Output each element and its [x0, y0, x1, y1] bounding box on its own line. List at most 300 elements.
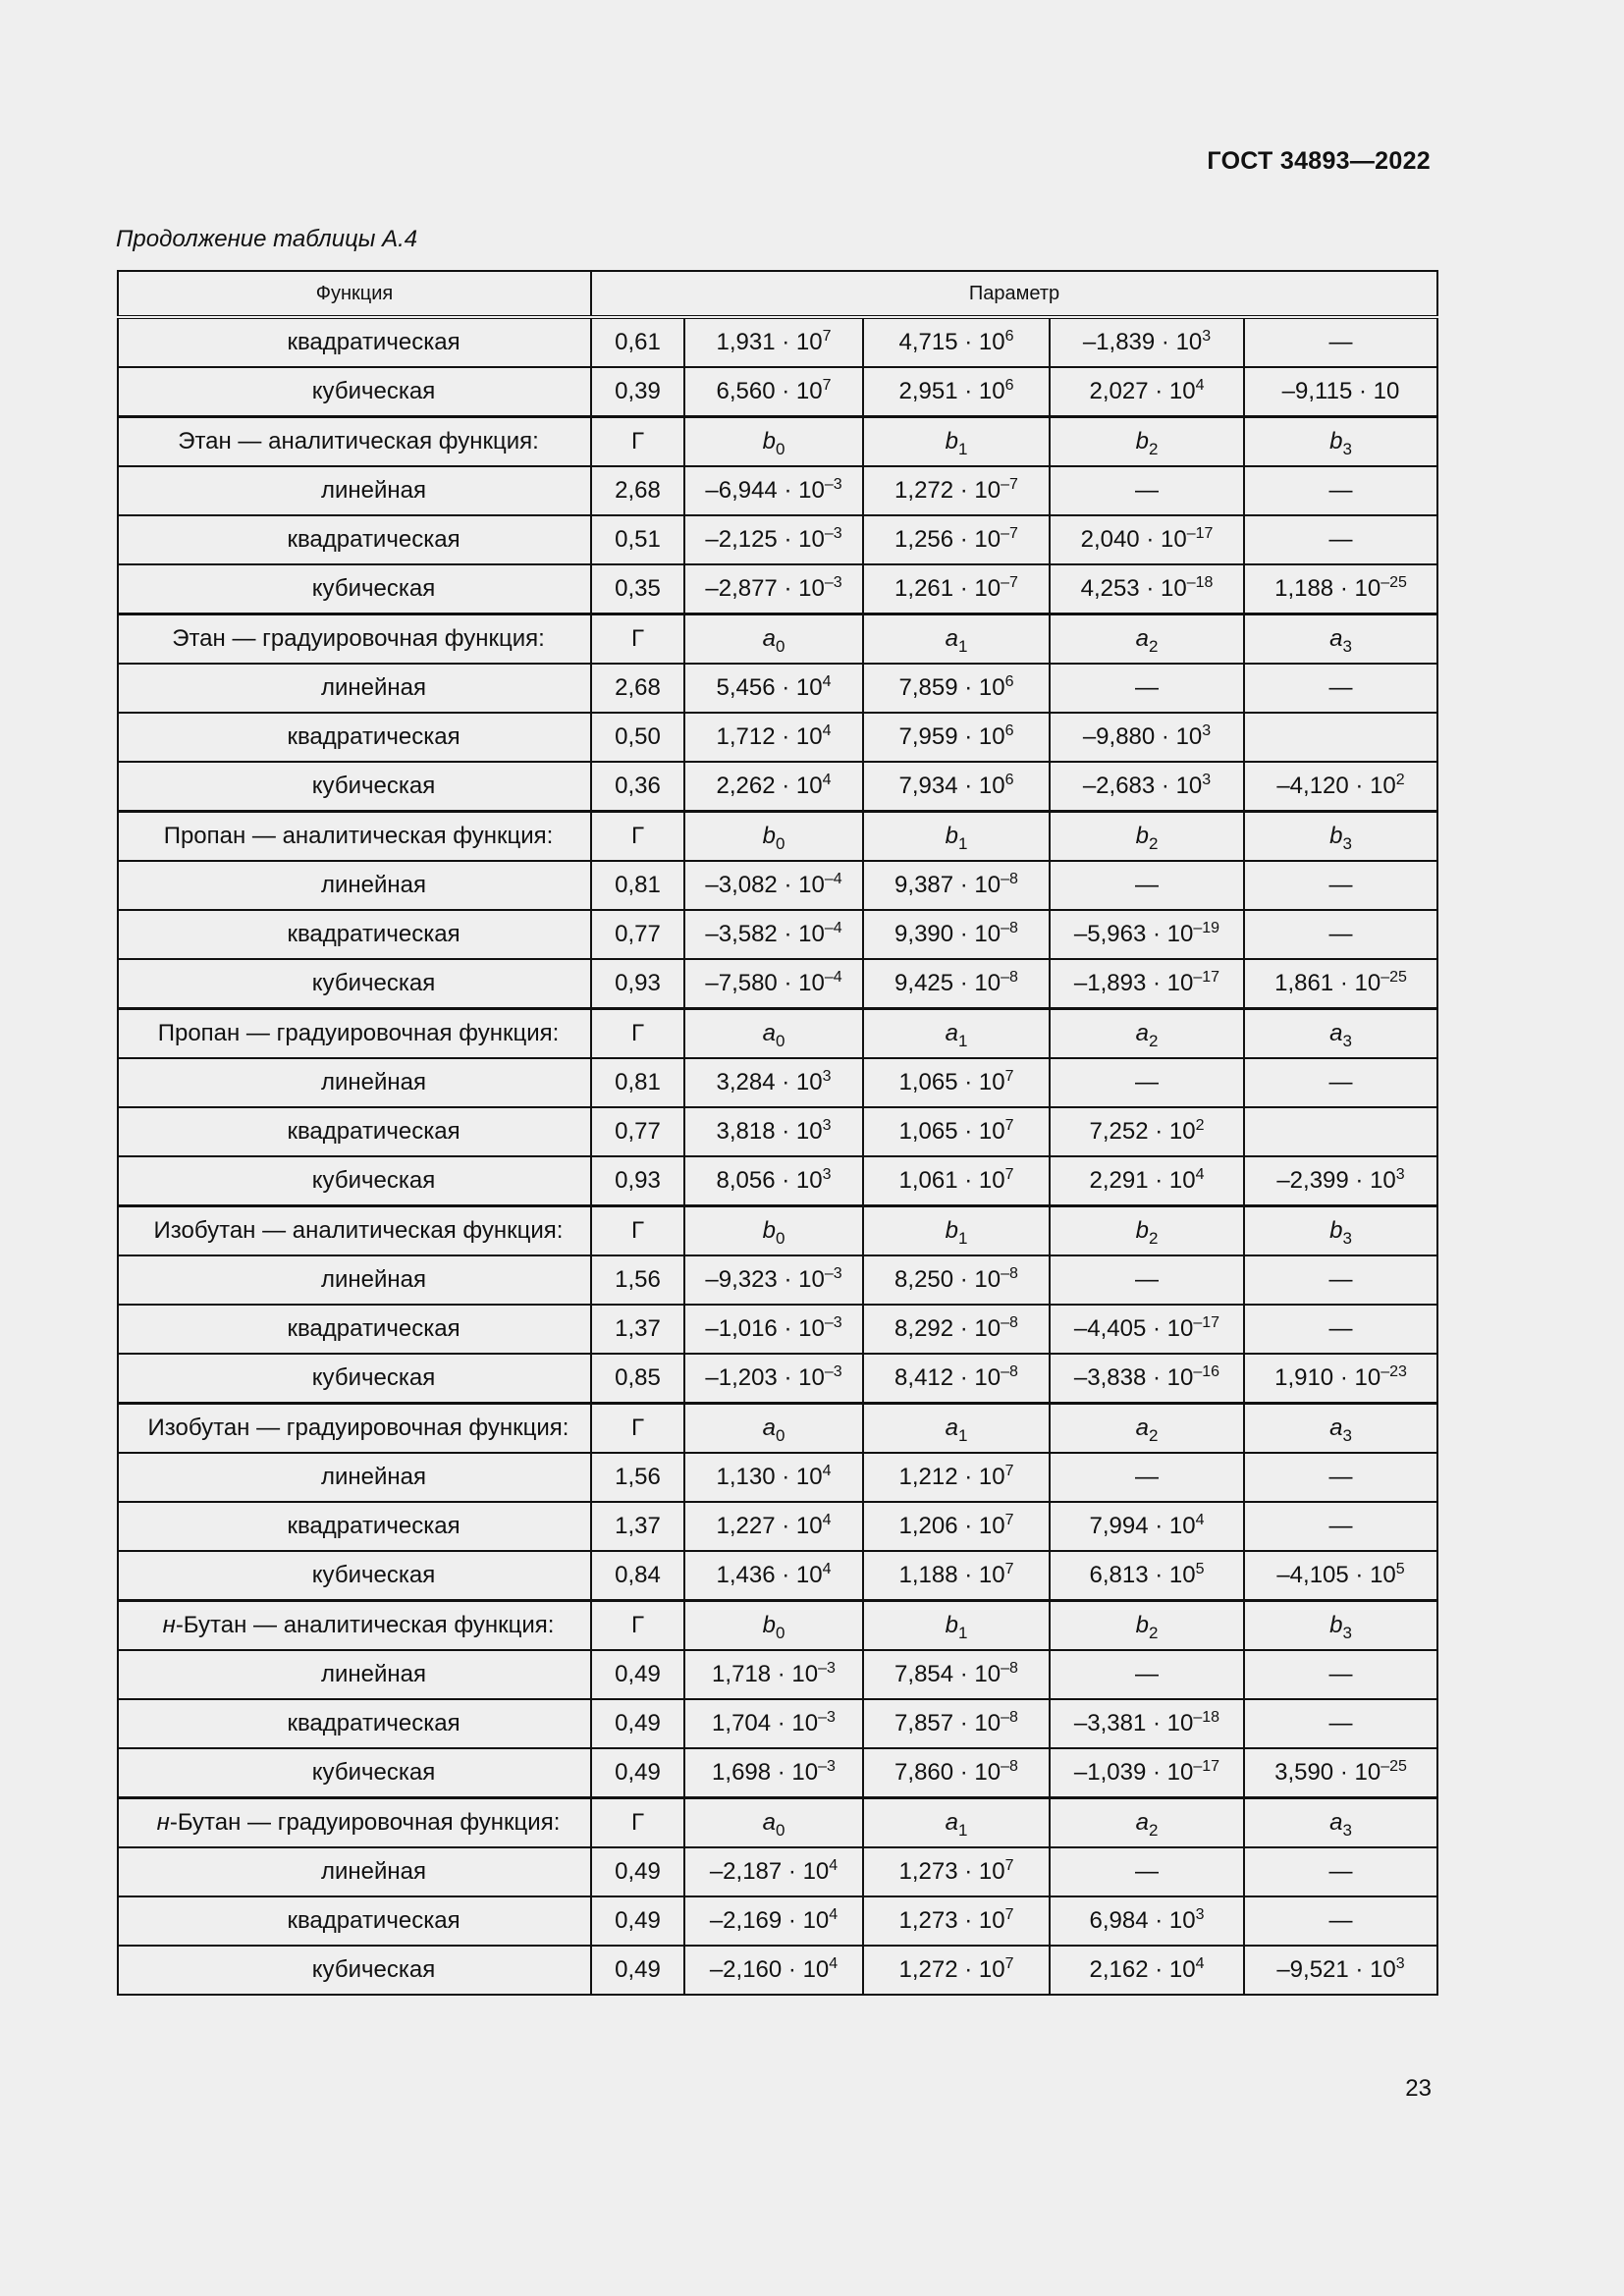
mantissa: 7,860 · 10 [894, 1759, 1001, 1786]
exponent: 7 [1004, 1068, 1014, 1085]
label-text: квадратическая [287, 921, 460, 947]
coefficient-value [1244, 910, 1437, 959]
coefficient-value [684, 367, 863, 417]
gamma-value: 0,84 [591, 1551, 684, 1601]
coefficient-value [1050, 1058, 1244, 1107]
coefficient-value [684, 1650, 863, 1699]
coefficient-value [863, 1058, 1050, 1107]
coefficient-value [1050, 564, 1244, 614]
exponent: 6 [1004, 673, 1014, 690]
coefficient-value [684, 466, 863, 515]
coefficient-symbol [1244, 1404, 1437, 1454]
coefficient-index: 2 [1148, 440, 1159, 458]
exponent: –8 [1001, 969, 1018, 986]
label-text: кубическая [311, 1956, 436, 1983]
table-body [118, 317, 1437, 1995]
coefficient-symbol [863, 1404, 1050, 1454]
mantissa: 4,715 · 10 [898, 329, 1005, 355]
gamma-value: 1,56 [591, 1255, 684, 1305]
mantissa: — [1135, 477, 1159, 504]
coefficient-value [1050, 1255, 1244, 1305]
parameters-table [117, 270, 1438, 1996]
coefficient-wrap [945, 1809, 968, 1840]
mantissa: 3,284 · 10 [716, 1069, 823, 1095]
coefficient-letter: a [1329, 625, 1343, 652]
mantissa: 1,931 · 10 [716, 329, 823, 355]
coefficient-letter: a [1135, 1809, 1149, 1836]
function-label [118, 1255, 591, 1305]
label-italic-prefix: н [162, 1612, 176, 1638]
coefficient-index: 3 [1342, 440, 1352, 458]
coefficient-index: 1 [957, 1624, 968, 1642]
coefficient-index: 2 [1148, 1426, 1159, 1445]
label-text: Этан — градуировочная функция: [172, 625, 545, 652]
coefficient-value [1244, 1699, 1437, 1748]
mantissa: 1,061 · 10 [898, 1167, 1005, 1194]
function-label [118, 910, 591, 959]
exponent: –3 [824, 476, 842, 493]
coefficient-value [1244, 1946, 1437, 1995]
gamma-value: 0,36 [591, 762, 684, 812]
label-text: квадратическая [287, 1907, 460, 1934]
coefficient-symbol [863, 812, 1050, 862]
coefficient-value [1050, 515, 1244, 564]
coefficient-value [863, 959, 1050, 1009]
coefficient-index: 3 [1342, 1032, 1352, 1050]
exponent: 7 [1004, 1906, 1014, 1923]
coefficient-value [863, 367, 1050, 417]
mantissa: 2,262 · 10 [716, 773, 823, 799]
mantissa: 6,984 · 10 [1089, 1907, 1196, 1934]
mantissa: 8,412 · 10 [894, 1364, 1001, 1391]
exponent: –17 [1193, 1758, 1220, 1775]
coefficient-wrap [1329, 1612, 1352, 1642]
mantissa: — [1328, 1513, 1353, 1539]
mantissa: 1,718 · 10 [712, 1661, 819, 1687]
coefficient-index: 0 [775, 1426, 785, 1445]
coefficient-value [1244, 664, 1437, 713]
label-text: кубическая [311, 970, 436, 996]
coefficient-wrap [762, 1612, 785, 1642]
mantissa: –9,521 · 10 [1276, 1956, 1396, 1983]
mantissa: 1,261 · 10 [894, 575, 1001, 602]
coefficient-value [684, 1255, 863, 1305]
coefficient-value [1050, 1305, 1244, 1354]
mantissa: –9,323 · 10 [705, 1266, 825, 1293]
mantissa: 4,253 · 10 [1080, 575, 1187, 602]
coefficient-value [863, 1699, 1050, 1748]
exponent: –4 [824, 969, 842, 986]
mantissa: 1,065 · 10 [898, 1118, 1005, 1145]
mantissa: 5,456 · 10 [716, 674, 823, 701]
group-header-row [118, 812, 1437, 862]
gamma-symbol: Г [591, 1404, 684, 1454]
exponent: 3 [822, 1068, 832, 1085]
exponent: 7 [1004, 1117, 1014, 1134]
gamma-value: 0,85 [591, 1354, 684, 1404]
label-text: линейная [320, 674, 426, 701]
mantissa: 2,040 · 10 [1080, 526, 1187, 553]
exponent: –3 [824, 1314, 842, 1331]
mantissa: 1,206 · 10 [898, 1513, 1005, 1539]
coefficient-value [863, 466, 1050, 515]
exponent: 4 [822, 722, 832, 739]
coefficient-wrap [1135, 428, 1159, 458]
function-label [118, 762, 591, 812]
mantissa: — [1328, 329, 1353, 355]
mantissa: 2,162 · 10 [1089, 1956, 1196, 1983]
exponent: –25 [1380, 1758, 1407, 1775]
label-text: линейная [320, 872, 426, 898]
coefficient-value [863, 1748, 1050, 1798]
mantissa: 1,212 · 10 [898, 1464, 1005, 1490]
coefficient-letter: a [1329, 1020, 1343, 1046]
coefficient-letter: b [1135, 428, 1149, 454]
coefficient-value [1050, 1156, 1244, 1206]
exponent: 4 [829, 1955, 839, 1972]
mantissa: — [1328, 872, 1353, 898]
gamma-value: 0,51 [591, 515, 684, 564]
coefficient-index: 3 [1342, 1229, 1352, 1248]
coefficient-value [684, 762, 863, 812]
coefficient-value [684, 1453, 863, 1502]
coefficient-value [684, 1551, 863, 1601]
function-label [118, 1699, 591, 1748]
coefficient-wrap [1329, 625, 1352, 656]
mantissa: –2,683 · 10 [1082, 773, 1203, 799]
exponent: –8 [1001, 1758, 1018, 1775]
mantissa: 8,292 · 10 [894, 1315, 1001, 1342]
coefficient-value [684, 515, 863, 564]
function-label [118, 1107, 591, 1156]
coefficient-letter: b [1329, 1612, 1343, 1638]
exponent: 4 [1195, 1512, 1205, 1528]
exponent: 4 [822, 772, 832, 788]
mantissa: –6,944 · 10 [705, 477, 825, 504]
gamma-symbol: Г [591, 1009, 684, 1059]
coefficient-value [684, 1896, 863, 1946]
mantissa: 1,256 · 10 [894, 526, 1001, 553]
group-header-row [118, 1206, 1437, 1256]
table-row [118, 664, 1437, 713]
coefficient-value [684, 1354, 863, 1404]
gamma-value: 1,37 [591, 1502, 684, 1551]
coefficient-value [863, 1896, 1050, 1946]
gamma-value: 0,39 [591, 367, 684, 417]
coefficient-symbol [684, 1206, 863, 1256]
coefficient-symbol [863, 1206, 1050, 1256]
exponent: 3 [1195, 1906, 1205, 1923]
exponent: 7 [822, 377, 832, 394]
coefficient-value [1244, 1058, 1437, 1107]
coefficient-wrap [945, 823, 968, 853]
function-label [118, 1058, 591, 1107]
exponent: 5 [1395, 1561, 1405, 1577]
mantissa: — [1328, 1266, 1353, 1293]
coefficient-symbol [684, 1404, 863, 1454]
coefficient-wrap [945, 1217, 968, 1248]
table-row [118, 1305, 1437, 1354]
mantissa: 7,859 · 10 [898, 674, 1005, 701]
label-text: Пропан — аналитическая функция: [163, 823, 554, 849]
function-label [118, 1551, 591, 1601]
coefficient-letter: a [762, 625, 776, 652]
exponent: –18 [1193, 1709, 1220, 1726]
coefficient-value [684, 317, 863, 367]
coefficient-value [684, 861, 863, 910]
coefficient-value [1244, 1847, 1437, 1896]
exponent: 3 [1395, 1955, 1405, 1972]
function-label [118, 1946, 591, 1995]
mantissa: 7,994 · 10 [1089, 1513, 1196, 1539]
coefficient-value [684, 664, 863, 713]
coefficient-value [1244, 1255, 1437, 1305]
mantissa: 1,227 · 10 [716, 1513, 823, 1539]
function-label [118, 1453, 591, 1502]
coefficient-symbol [684, 812, 863, 862]
mantissa: — [1328, 674, 1353, 701]
exponent: 6 [1004, 772, 1014, 788]
mantissa: –3,582 · 10 [705, 921, 825, 947]
mantissa: –1,016 · 10 [705, 1315, 825, 1342]
coefficient-letter: b [1135, 1612, 1149, 1638]
table-row [118, 1896, 1437, 1946]
coefficient-letter: b [945, 823, 958, 849]
coefficient-letter: b [1135, 1217, 1149, 1244]
coefficient-value [1244, 466, 1437, 515]
function-label [118, 1156, 591, 1206]
gamma-value: 1,37 [591, 1305, 684, 1354]
gamma-value: 0,49 [591, 1699, 684, 1748]
mantissa: — [1135, 872, 1159, 898]
coefficient-index: 3 [1342, 1426, 1352, 1445]
gamma-symbol: Г [591, 417, 684, 467]
exponent: 7 [1004, 1512, 1014, 1528]
mantissa: — [1328, 1315, 1353, 1342]
coefficient-value [863, 1354, 1050, 1404]
label-text: квадратическая [287, 1118, 460, 1145]
exponent: –8 [1001, 1660, 1018, 1677]
exponent: 3 [1202, 722, 1212, 739]
label-text: линейная [320, 1266, 426, 1293]
document-code: ГОСТ 34893—2022 [1207, 147, 1431, 175]
group-header-row [118, 614, 1437, 665]
coefficient-wrap [762, 1415, 785, 1445]
coefficient-wrap [1135, 823, 1159, 853]
mantissa: — [1135, 1661, 1159, 1687]
coefficient-index: 0 [775, 637, 785, 656]
table-row [118, 1354, 1437, 1404]
coefficient-wrap [1329, 428, 1352, 458]
coefficient-value [1244, 861, 1437, 910]
coefficient-value [863, 1255, 1050, 1305]
group-label [118, 812, 591, 862]
coefficient-symbol [1050, 614, 1244, 665]
mantissa: — [1135, 1858, 1159, 1885]
coefficient-wrap [1135, 625, 1159, 656]
mantissa: –3,082 · 10 [705, 872, 825, 898]
exponent: –3 [818, 1758, 836, 1775]
group-label [118, 1601, 591, 1651]
table-row [118, 1847, 1437, 1896]
gamma-value: 0,61 [591, 317, 684, 367]
exponent: –8 [1001, 1709, 1018, 1726]
coefficient-value [1244, 564, 1437, 614]
coefficient-value [684, 1748, 863, 1798]
label-text: кубическая [311, 1759, 436, 1786]
mantissa: 7,854 · 10 [894, 1661, 1001, 1687]
coefficient-symbol [684, 614, 863, 665]
coefficient-wrap [1135, 1415, 1159, 1445]
function-label [118, 1354, 591, 1404]
coefficient-wrap [945, 428, 968, 458]
coefficient-value [1244, 367, 1437, 417]
mantissa: –1,203 · 10 [705, 1364, 825, 1391]
mantissa: 1,436 · 10 [716, 1562, 823, 1588]
mantissa: –4,120 · 10 [1276, 773, 1396, 799]
coefficient-index: 3 [1342, 1821, 1352, 1840]
label-text: кубическая [311, 1364, 436, 1391]
exponent: –4 [824, 920, 842, 936]
mantissa: –2,187 · 10 [709, 1858, 830, 1885]
coefficient-wrap [762, 428, 785, 458]
label-text: линейная [320, 1464, 426, 1490]
coefficient-letter: b [1329, 1217, 1343, 1244]
exponent: –17 [1186, 525, 1214, 542]
exponent: –16 [1193, 1363, 1220, 1380]
coefficient-value [1050, 1896, 1244, 1946]
coefficient-wrap [1329, 1415, 1352, 1445]
coefficient-index: 2 [1148, 1229, 1159, 1248]
coefficient-index: 2 [1148, 1821, 1159, 1840]
mantissa: –7,580 · 10 [705, 970, 825, 996]
label-text: Изобутан — градуировочная функция: [147, 1415, 569, 1441]
mantissa: 3,818 · 10 [716, 1118, 823, 1145]
mantissa: 1,188 · 10 [898, 1562, 1005, 1588]
gamma-value: 0,77 [591, 1107, 684, 1156]
coefficient-index: 2 [1148, 1624, 1159, 1642]
mantissa: 2,027 · 10 [1089, 378, 1196, 404]
coefficient-index: 2 [1148, 1032, 1159, 1050]
mantissa: — [1135, 1069, 1159, 1095]
mantissa: –1,039 · 10 [1073, 1759, 1194, 1786]
exponent: 5 [1195, 1561, 1205, 1577]
function-label [118, 1502, 591, 1551]
group-label [118, 1798, 591, 1848]
function-label [118, 861, 591, 910]
coefficient-letter: a [945, 1809, 958, 1836]
coefficient-letter: a [945, 625, 958, 652]
coefficient-letter: a [1135, 1020, 1149, 1046]
coefficient-value [1050, 959, 1244, 1009]
table-caption: Продолжение таблицы А.4 [116, 226, 418, 252]
coefficient-index: 1 [957, 1426, 968, 1445]
function-label [118, 664, 591, 713]
table-row [118, 910, 1437, 959]
label-text: квадратическая [287, 329, 460, 355]
coefficient-value [1050, 1453, 1244, 1502]
coefficient-value [863, 564, 1050, 614]
coefficient-value [1244, 1502, 1437, 1551]
coefficient-wrap [1329, 1217, 1352, 1248]
table-row [118, 1255, 1437, 1305]
coefficient-value [684, 959, 863, 1009]
mantissa: — [1328, 1907, 1353, 1934]
coefficient-value [1050, 466, 1244, 515]
mantissa: 1,188 · 10 [1274, 575, 1381, 602]
table-row [118, 1107, 1437, 1156]
gamma-symbol: Г [591, 1206, 684, 1256]
mantissa: — [1135, 674, 1159, 701]
mantissa: 1,130 · 10 [716, 1464, 823, 1490]
coefficient-value [1050, 367, 1244, 417]
exponent: 2 [1395, 772, 1405, 788]
group-header-row [118, 417, 1437, 467]
coefficient-index: 1 [957, 637, 968, 656]
coefficient-value [1050, 1650, 1244, 1699]
column-header-parameter: Параметр [591, 271, 1437, 317]
function-label [118, 515, 591, 564]
coefficient-value [863, 1551, 1050, 1601]
coefficient-value [684, 564, 863, 614]
mantissa: –2,399 · 10 [1276, 1167, 1396, 1194]
mantissa: 9,425 · 10 [894, 970, 1001, 996]
exponent: 6 [1004, 328, 1014, 345]
exponent: 3 [822, 1117, 832, 1134]
gamma-value: 0,81 [591, 1058, 684, 1107]
exponent: –3 [824, 1265, 842, 1282]
exponent: 6 [1004, 377, 1014, 394]
label-text: квадратическая [287, 1710, 460, 1736]
coefficient-value [863, 1305, 1050, 1354]
table-row [118, 1946, 1437, 1995]
gamma-value: 0,49 [591, 1896, 684, 1946]
coefficient-value [1050, 762, 1244, 812]
coefficient-value [1244, 1551, 1437, 1601]
table-row [118, 861, 1437, 910]
mantissa: 9,387 · 10 [894, 872, 1001, 898]
coefficient-value [1244, 1748, 1437, 1798]
coefficient-index: 1 [957, 834, 968, 853]
function-label [118, 1305, 591, 1354]
gamma-symbol: Г [591, 614, 684, 665]
coefficient-symbol [1050, 1601, 1244, 1651]
mantissa: –2,877 · 10 [705, 575, 825, 602]
coefficient-letter: a [762, 1020, 776, 1046]
coefficient-value [863, 1453, 1050, 1502]
exponent: 4 [1195, 377, 1205, 394]
coefficient-wrap [1135, 1020, 1159, 1050]
coefficient-letter: a [762, 1809, 776, 1836]
coefficient-index: 0 [775, 834, 785, 853]
gamma-value: 0,35 [591, 564, 684, 614]
mantissa: 1,273 · 10 [898, 1858, 1005, 1885]
coefficient-letter: b [1329, 823, 1343, 849]
exponent: –17 [1193, 969, 1220, 986]
mantissa: –9,115 · 10 [1281, 378, 1400, 404]
exponent: 7 [822, 328, 832, 345]
group-label [118, 1404, 591, 1454]
coefficient-index: 0 [775, 1821, 785, 1840]
coefficient-value [684, 1502, 863, 1551]
gamma-value: 0,81 [591, 861, 684, 910]
exponent: 2 [1195, 1117, 1205, 1134]
exponent: 4 [1195, 1955, 1205, 1972]
exponent: –3 [818, 1660, 836, 1677]
exponent: 6 [1004, 722, 1014, 739]
label-text: кубическая [311, 773, 436, 799]
table-row [118, 1453, 1437, 1502]
